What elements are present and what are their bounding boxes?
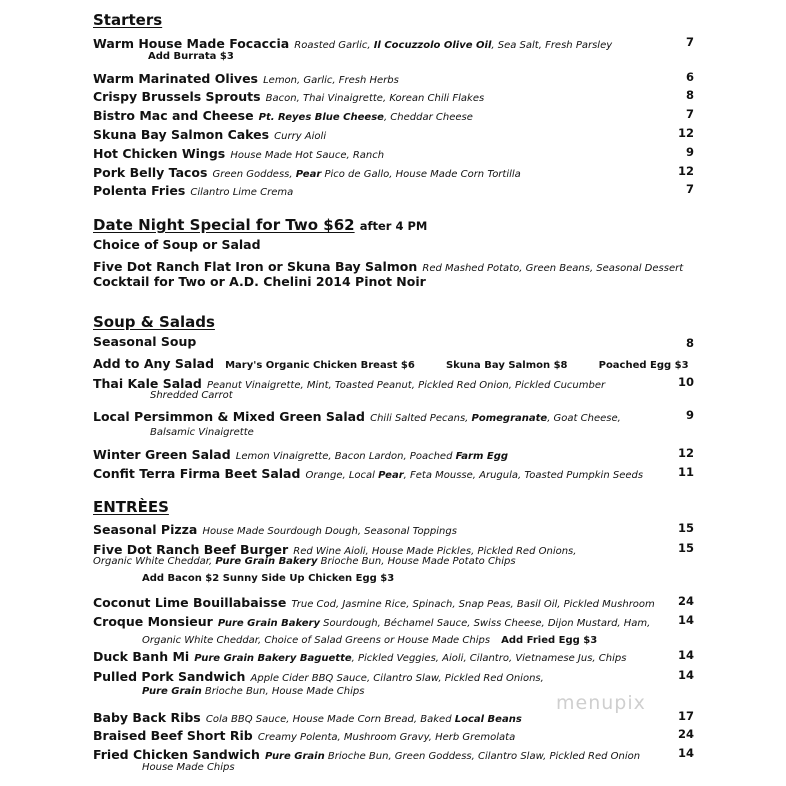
item-desc: Creamy Polenta, Mushroom Gravy, Herb Gremolata bbox=[257, 732, 516, 743]
date-night-time: after 4 PM bbox=[359, 219, 428, 233]
item-name: Braised Beef Short Rib bbox=[93, 728, 253, 743]
item-price: 15 bbox=[677, 541, 694, 555]
item-name: Seasonal Pizza bbox=[93, 522, 198, 537]
item-price: 12 bbox=[677, 446, 694, 460]
item-name: Duck Banh Mi bbox=[93, 649, 190, 664]
date-night-title: Date Night Special for Two $62 bbox=[93, 216, 355, 234]
menu-item-focaccia bbox=[93, 33, 612, 52]
addon-salmon: Skuna Bay Salmon $8 bbox=[445, 360, 568, 371]
date-night-line-1: Choice of Soup or Salad bbox=[93, 237, 261, 252]
menu-item-short-rib bbox=[93, 725, 515, 744]
item-desc-line-2: Shredded Carrot bbox=[150, 390, 233, 401]
item-name: Local Persimmon & Mixed Green Salad bbox=[93, 409, 366, 424]
item-desc: Lemon, Garlic, Fresh Herbs bbox=[263, 75, 399, 86]
item-desc: Pure Grain Bakery Sourdough, Béchamel Sauce, Swiss Cheese, Dijon Mustard, Ham, bbox=[217, 618, 651, 629]
item-price: 7 bbox=[685, 35, 694, 49]
item-name: Polenta Fries bbox=[93, 183, 186, 198]
item-name: Pork Belly Tacos bbox=[93, 165, 208, 180]
item-price: 11 bbox=[677, 465, 694, 479]
item-desc: House Made Hot Sauce, Ranch bbox=[230, 150, 385, 161]
item-desc-line-2: Balsamic Vinaigrette bbox=[150, 427, 254, 438]
menu-item-mac bbox=[93, 105, 473, 124]
item-price: 9 bbox=[685, 408, 694, 422]
watermark: menupix bbox=[556, 692, 646, 714]
item-desc: Pt. Reyes Blue Cheese, Cheddar Cheese bbox=[258, 112, 473, 123]
date-night-line-3: Cocktail for Two or A.D. Chelini 2014 Pinot Noir bbox=[93, 274, 426, 289]
item-desc: Cola BBQ Sauce, House Made Corn Bread, Baked Local Beans bbox=[205, 714, 522, 725]
item-price: 14 bbox=[677, 613, 694, 627]
addon-burger: Add Bacon $2 Sunny Side Up Chicken Egg $3 bbox=[142, 573, 395, 584]
item-price: 7 bbox=[685, 107, 694, 121]
item-desc: Pure Grain Bakery Baguette, Pickled Veggies, Aioli, Cilantro, Vietnamese Jus, Chips bbox=[194, 653, 627, 664]
item-name: Fried Chicken Sandwich bbox=[93, 747, 260, 762]
item-desc: Green Goddess, Pear Pico de Gallo, House Made Corn Tortilla bbox=[212, 169, 521, 180]
item-name: Warm House Made Focaccia bbox=[93, 36, 290, 51]
item-name: Warm Marinated Olives bbox=[93, 71, 258, 86]
item-price: 6 bbox=[685, 70, 694, 84]
item-name: Five Dot Ranch Flat Iron or Skuna Bay Salmon bbox=[93, 259, 418, 274]
item-desc: Cilantro Lime Crema bbox=[190, 187, 294, 198]
item-desc: Orange, Local Pear, Feta Mousse, Arugula, Toasted Pumpkin Seeds bbox=[305, 470, 644, 481]
item-desc-line-2: Organic White Cheddar, Pure Grain Bakery Brioche Bun, House Made Potato Chips bbox=[93, 556, 516, 567]
item-price: 17 bbox=[677, 709, 694, 723]
item-name: Baby Back Ribs bbox=[93, 710, 201, 725]
item-desc: Pure Grain Brioche Bun, Green Goddess, Cilantro Slaw, Pickled Red Onion bbox=[264, 751, 641, 762]
item-desc: Lemon Vinaigrette, Bacon Lardon, Poached Farm Egg bbox=[235, 451, 509, 462]
menu-item-bouillabaisse bbox=[93, 592, 655, 611]
item-price: 12 bbox=[677, 126, 694, 140]
item-desc: Apple Cider BBQ Sauce, Cilantro Slaw, Pickled Red Onions, bbox=[250, 673, 544, 684]
item-desc: Bacon, Thai Vinaigrette, Korean Chili Flakes bbox=[265, 93, 485, 104]
menu-item-soup: Seasonal Soup bbox=[93, 334, 197, 349]
addon-chicken: Mary's Organic Chicken Breast $6 bbox=[225, 360, 415, 371]
item-desc: Peanut Vinaigrette, Mint, Toasted Peanut, Pickled Red Onion, Pickled Cucumber bbox=[206, 380, 606, 391]
item-price: 12 bbox=[677, 164, 694, 178]
item-price: 9 bbox=[685, 145, 694, 159]
item-price: 8 bbox=[685, 336, 694, 350]
menu-item-salmon-cakes bbox=[93, 124, 326, 143]
item-desc: Organic White Cheddar, Choice of Salad Greens or House Made Chips bbox=[142, 635, 491, 646]
section-heading-starters: Starters bbox=[93, 11, 163, 29]
item-desc-line-2 bbox=[142, 628, 597, 647]
menu-item-olives bbox=[93, 68, 399, 87]
menu-item-beet bbox=[93, 463, 643, 482]
item-price: 24 bbox=[677, 594, 694, 608]
date-night-line-2 bbox=[93, 256, 683, 275]
menu-item-persimmon bbox=[93, 406, 621, 425]
menu-item-winter bbox=[93, 444, 508, 463]
item-desc: Red Mashed Potato, Green Beans, Seasonal Dessert bbox=[422, 263, 684, 274]
addon-burrata: Add Burrata $3 bbox=[148, 51, 234, 62]
menu-item-add-salad bbox=[93, 353, 689, 372]
item-desc: Chili Salted Pecans, Pomegranate, Goat Cheese, bbox=[370, 413, 621, 424]
item-name: Croque Monsieur bbox=[93, 614, 213, 629]
menu-item-fried-chicken bbox=[93, 744, 640, 763]
item-price: 10 bbox=[677, 375, 694, 389]
addon-fried-egg: Add Fried Egg $3 bbox=[501, 635, 598, 646]
item-name: Coconut Lime Bouillabaisse bbox=[93, 595, 287, 610]
item-name: Five Dot Ranch Beef Burger bbox=[93, 542, 289, 557]
item-desc: True Cod, Jasmine Rice, Spinach, Snap Peas, Basil Oil, Pickled Mushroom bbox=[291, 599, 655, 610]
item-name: Bistro Mac and Cheese bbox=[93, 108, 254, 123]
item-price: 24 bbox=[677, 727, 694, 741]
section-heading-date-night bbox=[93, 215, 427, 234]
menu-item-ribs bbox=[93, 707, 522, 726]
item-desc-line-2: House Made Chips bbox=[142, 762, 235, 773]
menu-item-wings bbox=[93, 143, 384, 162]
section-heading-entrees: ENTRÈES bbox=[93, 498, 169, 516]
item-name: Add to Any Salad bbox=[93, 356, 215, 371]
section-heading-soup-salads: Soup & Salads bbox=[93, 313, 215, 331]
item-name: Crispy Brussels Sprouts bbox=[93, 89, 261, 104]
menu-item-sprouts bbox=[93, 86, 484, 105]
item-name: Skuna Bay Salmon Cakes bbox=[93, 127, 270, 142]
item-name: Pulled Pork Sandwich bbox=[93, 669, 246, 684]
addon-egg: Poached Egg $3 bbox=[598, 360, 689, 371]
item-desc: Roasted Garlic, Il Cocuzzolo Olive Oil, Sea Salt, Fresh Parsley bbox=[294, 40, 613, 51]
menu-item-tacos bbox=[93, 162, 521, 181]
item-price: 14 bbox=[677, 668, 694, 682]
item-price: 14 bbox=[677, 648, 694, 662]
item-price: 14 bbox=[677, 746, 694, 760]
menu-item-banh-mi bbox=[93, 646, 626, 665]
item-name: Winter Green Salad bbox=[93, 447, 231, 462]
item-desc: Curry Aioli bbox=[274, 131, 327, 142]
item-price: 8 bbox=[685, 88, 694, 102]
item-price: 7 bbox=[685, 182, 694, 196]
item-desc: Red Wine Aioli, House Made Pickles, Pickled Red Onions, bbox=[293, 546, 577, 557]
item-name: Hot Chicken Wings bbox=[93, 146, 226, 161]
item-price: 15 bbox=[677, 521, 694, 535]
item-desc-line-2: Pure Grain Brioche Bun, House Made Chips bbox=[142, 686, 365, 697]
menu-item-pulled-pork bbox=[93, 666, 544, 685]
item-desc: House Made Sourdough Dough, Seasonal Toppings bbox=[202, 526, 457, 537]
menu-item-polenta bbox=[93, 180, 293, 199]
item-name: Confit Terra Firma Beet Salad bbox=[93, 466, 301, 481]
item-name: Thai Kale Salad bbox=[93, 376, 202, 391]
menu-item-pizza bbox=[93, 519, 457, 538]
